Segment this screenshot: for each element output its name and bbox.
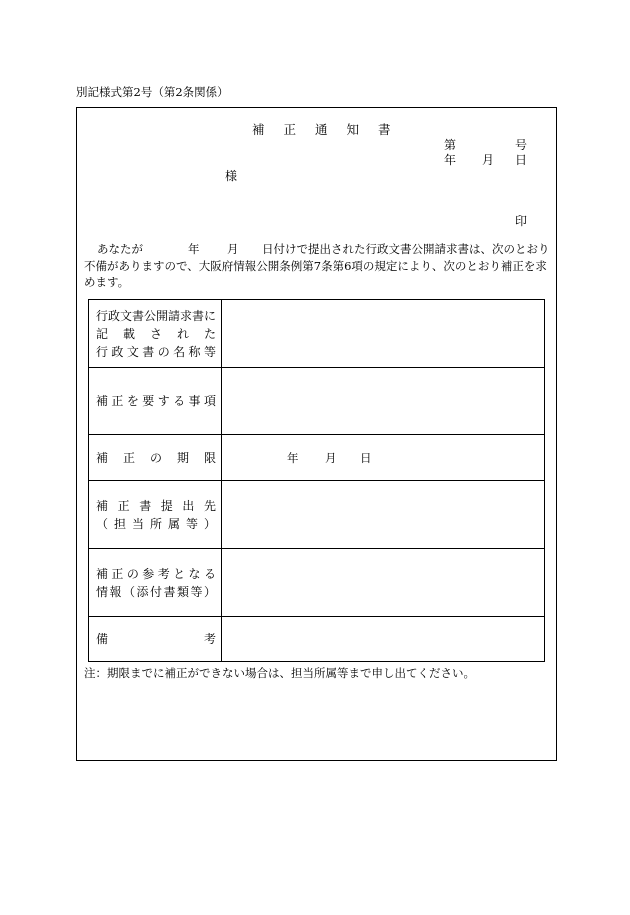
document-title: 補正通知書 (252, 122, 410, 137)
value-reference-info[interactable] (222, 549, 545, 617)
date-day: 日 (515, 153, 528, 167)
value-deadline[interactable] (222, 435, 545, 481)
label-deadline (89, 435, 222, 481)
table-row (89, 617, 545, 662)
label-line: 補正の期限 (96, 450, 216, 465)
label-document-name (89, 300, 222, 368)
seal-mark: 印 (515, 214, 528, 228)
label-line: 備考 (96, 632, 216, 646)
deadline-day: 日 (360, 450, 372, 465)
label-line: （担当所属等） (96, 516, 216, 531)
label-line: 行政文書の名称等 (96, 344, 216, 359)
label-line: 補正書提出先 (96, 498, 216, 513)
label-line: 補正の参考となる (96, 566, 216, 581)
table-row (89, 481, 545, 549)
label-line: 補正を要する事項 (96, 394, 216, 408)
footnote: 注：期限までに補正ができない場合は、担当所属等まで申し出てください。 (84, 666, 475, 680)
body-line1-year: 年 (188, 242, 200, 256)
table-row (89, 368, 545, 435)
body-line2: 不備がありますので、大阪府情報公開条例第7条第6項の規定により、次のとおり補正を求 (84, 259, 547, 273)
recipient-suffix: 様 (225, 169, 238, 183)
deadline-month: 月 (325, 450, 337, 465)
table-row (89, 435, 545, 481)
deadline-year: 年 (287, 450, 299, 465)
value-correction-items[interactable] (222, 368, 545, 435)
date-month: 月 (482, 153, 495, 167)
number-prefix: 第 (444, 138, 457, 152)
correction-table (88, 299, 545, 662)
label-submission-office (89, 481, 222, 549)
label-correction-items (89, 368, 222, 435)
date-year: 年 (444, 153, 457, 167)
label-line: 情報（添付書類等） (96, 584, 216, 599)
number-suffix: 号 (515, 138, 528, 152)
label-line: 行政文書公開請求書に (96, 308, 216, 323)
table-row (89, 300, 545, 368)
label-remarks (89, 617, 222, 662)
body-line1-rest: 日付けで提出された行政文書公開請求書は、次のとおり (262, 242, 550, 256)
body-line1-month: 月 (227, 242, 239, 256)
value-remarks[interactable] (222, 617, 545, 662)
value-submission-office[interactable] (222, 481, 545, 549)
body-line3: めます。 (84, 275, 130, 289)
label-reference-info (89, 549, 222, 617)
body-line1-prefix: あなたが (97, 242, 143, 256)
value-document-name[interactable] (222, 300, 545, 368)
label-line: 記載された (96, 326, 216, 341)
table-row (89, 549, 545, 617)
form-label: 別記様式第2号（第2条関係） (76, 85, 229, 99)
